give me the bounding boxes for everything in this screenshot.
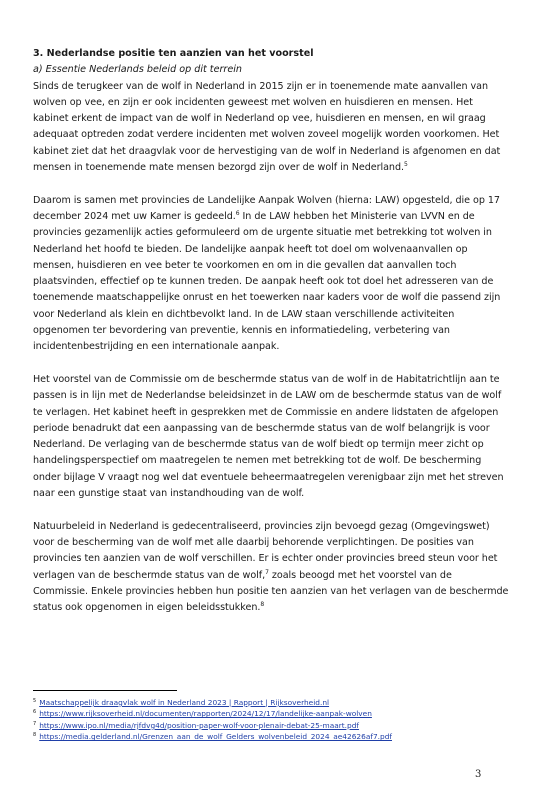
text-span: mensen in toenemende mate mensen bezorgd zijn over de wolf in Nederland. [33, 162, 405, 174]
footnote-link[interactable]: https://www.ipo.nl/media/rjfdvg4d/position-paper-wolf-voor-plenair-debat-25-maart.pdf [39, 720, 360, 730]
footnote-ref-5[interactable]: 5 [404, 161, 408, 169]
text-span: verlagen van de beschermde status van de wolf, [33, 569, 266, 581]
text-line: plaatsvinden, effectief op te kunnen treden. De aanpak heeft ook tot doel het adresseren van de [33, 276, 494, 288]
text-line: provincies gezamenlijk acties geformuleerd om de urgente situatie met betrekking tot wolven in [33, 227, 492, 239]
text-line: Nederland. De verlaging van de beschermde status van de wolf biedt op termijn meer zicht op [33, 439, 484, 451]
footnote-link[interactable]: Maatschappelijk draagvlak wolf in Nederland 2023 | Rapport | Rijksoverheid.nl [39, 698, 330, 707]
text-line: kabinet ziet dat het draagvlak voor de hervestiging van de wolf in Nederland is afgenomen en dat [33, 145, 501, 157]
text-span: zoals beoogd met het voorstel van de [268, 569, 452, 581]
footnote-8 [33, 731, 513, 742]
text-line [33, 568, 509, 584]
text-line: kabinet erkent de impact van de wolf in Nederland op vee, huisdieren en mensen, en wil graag [33, 113, 486, 125]
text-line [33, 209, 509, 225]
footnote-ref-6[interactable]: 6 [235, 209, 240, 217]
text-line: Het voorstel van de Commissie om de beschermde status van de wolf in de Habitatrichtlijn aan te [33, 373, 500, 385]
text-line: voor Nederland als klein en dichtbevolkt land. In de LAW staan verschillende activiteiten [33, 308, 455, 320]
text-span: status ook opgenomen in eigen beleidsstukken. [33, 602, 261, 614]
text-line: mensen, huisdieren en vee beter te voorkomen en om in die gevallen dat aanvallen toch [33, 259, 457, 271]
text-line: naar een gunstige staat van instandhouding van de wolf. [33, 488, 305, 500]
footnote-ref-8[interactable]: 8 [260, 601, 265, 609]
text-line: Natuurbeleid in Nederland is gedecentraliseerd, provincies zijn bevoegd gezag (Omgevingswet) [33, 520, 490, 532]
text-span: In de LAW hebben het Ministerie van LVVN en de [239, 210, 475, 222]
section-heading: 3. Nederlandse positie ten aanzien van het voorstel [33, 48, 314, 59]
text-line: provincies ten aanzien van de wolf verschillen. Er is echter onder provincies breed steun voor het [33, 553, 498, 565]
footnote-7 [33, 720, 513, 731]
paragraph-1 [33, 79, 509, 177]
text-line: wolven op vee, en zijn er ook incidenten geweest met wolven en huisdieren en mensen. Het [33, 96, 473, 108]
footnote-number: 6 [33, 709, 37, 716]
paragraph-3 [33, 372, 509, 502]
footnote-6 [33, 708, 513, 719]
footnote-ref-7[interactable]: 7 [265, 568, 269, 576]
footnote-number: 7 [33, 720, 37, 727]
text-line: opgenomen ter bevordering van preventie, kennis en informatiedeling, verbetering van [33, 325, 450, 337]
text-line: toenemende maatschappelijke onrust en het toewerken naar kaders voor de wolf die passend zijn [33, 292, 501, 304]
text-line: adequaat optreden zodat verdere incidenten met wolven zoveel mogelijk worden voorkomen. Het [33, 129, 500, 141]
text-line: Daarom is samen met provincies de Landelijke Aanpak Wolven (hierna: LAW) opgesteld, die op 17 [33, 194, 500, 206]
text-line: passen is in lijn met de Nederlandse beleidsinzet in de LAW om de beschermde status van de wolf [33, 390, 502, 402]
footnote-number: 8 [33, 732, 37, 739]
text-line: te verlagen. Het kabinet heeft in gesprekken met de Commissie en andere lidstaten de afgelopen [33, 406, 499, 418]
footnote-link[interactable]: https://www.rijksoverheid.nl/documenten/rapporten/2024/12/17/landelijke-aanpak-wolven [39, 709, 372, 719]
text-line: Nederland het hoofd te bieden. De landelijke aanpak heeft tot doel om wolvenaanvallen op [33, 243, 468, 255]
text-line: onder bijlage V vraagt nog wel dat eventuele beheermaatregelen verenigbaar zijn met het streven [33, 471, 504, 483]
footnote-link[interactable]: https://media.gelderland.nl/Grenzen_aan_de_wolf_Gelders_wolvenbeleid_2024_ae42626af7.pdf [39, 732, 392, 742]
text-span: december 2024 met uw Kamer is gedeeld. [33, 210, 236, 222]
paragraph-4 [33, 519, 509, 617]
footnote-5 [33, 697, 513, 708]
text-line [33, 600, 509, 616]
text-line: handelingsperspectief om maatregelen te nemen met betrekking tot de wolf. De bescherming [33, 455, 482, 467]
page-number: 3 [475, 769, 482, 780]
text-line [33, 160, 509, 176]
body-text [33, 46, 509, 616]
footnotes [33, 697, 513, 743]
footnote-divider [33, 690, 177, 691]
text-line: Sinds de terugkeer van de wolf in Nederland in 2015 zijn er in toenemende mate aanvallen van [33, 80, 488, 92]
text-line: voor de bescherming van de wolf met alle daarbij behorende verplichtingen. De posities van [33, 536, 474, 548]
text-line: incidentenbestrijding en een internationale aanpak. [33, 341, 280, 353]
text-line: periode benadrukt dat een aanpassing van de beschermde status van de wolf belangrijk is voor [33, 422, 490, 434]
paragraph-2 [33, 193, 509, 356]
footnote-number: 5 [33, 698, 37, 704]
text-line: Commissie. Enkele provincies hebben hun positie ten aanzien van het verlagen van de beschermde [33, 585, 509, 597]
section-subheading: a) Essentie Nederlands beleid op dit terrein [33, 64, 243, 76]
